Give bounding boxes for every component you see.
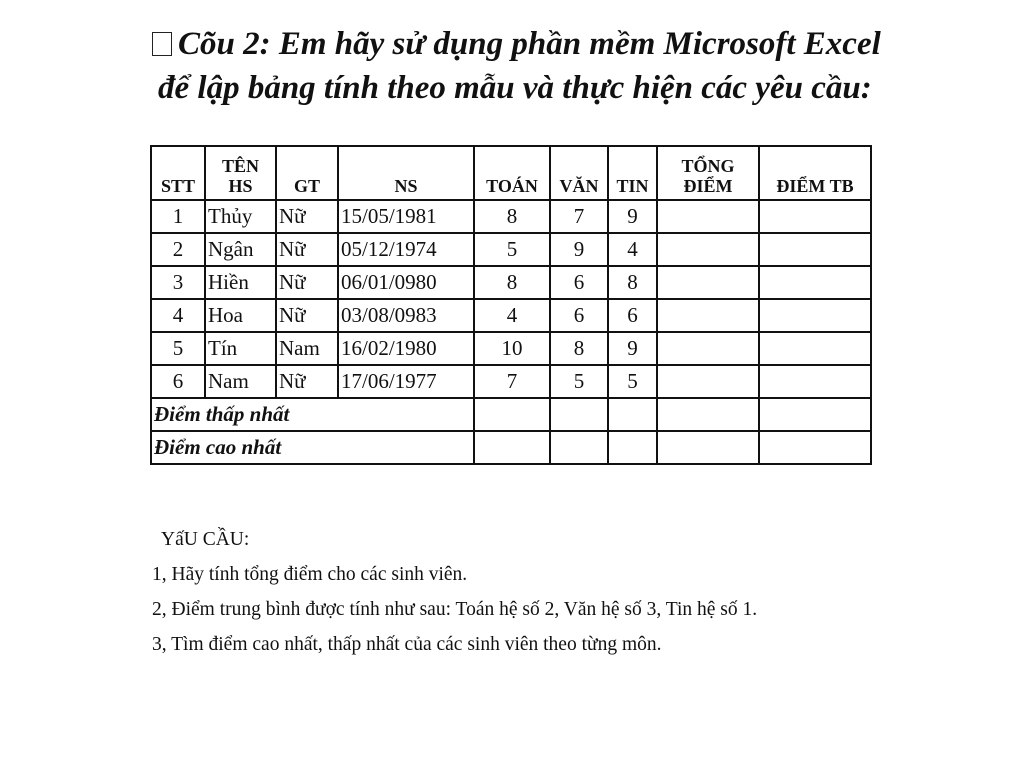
cell-min-van — [550, 398, 608, 431]
header-ns: NS — [338, 146, 474, 200]
cell-tong-diem — [657, 365, 759, 398]
cell-tin: 9 — [608, 332, 657, 365]
table-row — [151, 365, 871, 398]
cell-min-tong — [657, 398, 759, 431]
cell-tin: 9 — [608, 200, 657, 233]
requirement-item: 2, Điểm trung bình được tính như sau: Toán hệ số 2, Văn hệ số 3, Tin hệ số 1. — [152, 599, 758, 620]
cell-van: 9 — [550, 233, 608, 266]
header-diem-tb: ĐIỂM TB — [759, 146, 871, 200]
cell-diem-tb — [759, 332, 871, 365]
cell-ns: 05/12/1974 — [338, 233, 474, 266]
header-tong-diem-line1: TỔNG — [681, 156, 735, 176]
cell-tong-diem — [657, 332, 759, 365]
title-line-1-text: Cõu 2: Em hãy sử dụng phần mềm Microsoft Excel — [178, 26, 881, 62]
question-title — [152, 22, 992, 110]
requirement-item: 3, Tìm điểm cao nhất, thấp nhất của các sinh viên theo từng môn. — [152, 634, 662, 655]
cell-gt: Nữ — [276, 365, 338, 398]
summary-max-label: Điểm cao nhất — [151, 431, 474, 464]
table-row — [151, 233, 871, 266]
cell-max-tong — [657, 431, 759, 464]
cell-min-toan — [474, 398, 550, 431]
table-row — [151, 299, 871, 332]
header-tong-diem-line2: ĐIỂM — [683, 176, 733, 196]
cell-van: 7 — [550, 200, 608, 233]
requirements-section — [152, 522, 982, 662]
cell-diem-tb — [759, 365, 871, 398]
cell-van: 8 — [550, 332, 608, 365]
header-tin: TIN — [608, 146, 657, 200]
cell-gt: Nữ — [276, 266, 338, 299]
cell-ten: Hiền — [205, 266, 276, 299]
cell-stt: 2 — [151, 233, 205, 266]
cell-max-tin — [608, 431, 657, 464]
header-ten-hs-line2: HS — [228, 176, 253, 196]
cell-ns: 16/02/1980 — [338, 332, 474, 365]
cell-gt: Nữ — [276, 233, 338, 266]
table-row — [151, 266, 871, 299]
cell-tong-diem — [657, 200, 759, 233]
cell-ns: 15/05/1981 — [338, 200, 474, 233]
header-stt: STT — [151, 146, 205, 200]
checkbox-placeholder-icon — [152, 32, 172, 56]
cell-min-tb — [759, 398, 871, 431]
cell-ns: 06/01/0980 — [338, 266, 474, 299]
cell-toan: 7 — [474, 365, 550, 398]
cell-ns: 03/08/0983 — [338, 299, 474, 332]
student-grade-table — [150, 145, 872, 465]
cell-gt: Nam — [276, 332, 338, 365]
cell-diem-tb — [759, 200, 871, 233]
cell-stt: 5 — [151, 332, 205, 365]
header-ten-hs-line1: TÊN — [221, 156, 259, 176]
cell-tong-diem — [657, 299, 759, 332]
cell-stt: 3 — [151, 266, 205, 299]
cell-ns: 17/06/1977 — [338, 365, 474, 398]
cell-gt: Nữ — [276, 299, 338, 332]
cell-stt: 4 — [151, 299, 205, 332]
cell-ten: Tín — [205, 332, 276, 365]
cell-ten: Nam — [205, 365, 276, 398]
cell-toan: 10 — [474, 332, 550, 365]
cell-gt: Nữ — [276, 200, 338, 233]
requirement-item: 1, Hãy tính tổng điểm cho các sinh viên. — [152, 564, 468, 585]
cell-toan: 5 — [474, 233, 550, 266]
cell-diem-tb — [759, 299, 871, 332]
title-line-2: để lập bảng tính theo mẫu và thực hiện các yêu cầu: — [158, 70, 872, 106]
table-row — [151, 200, 871, 233]
cell-stt: 6 — [151, 365, 205, 398]
cell-toan: 8 — [474, 200, 550, 233]
summary-row-max — [151, 431, 871, 464]
cell-van: 5 — [550, 365, 608, 398]
cell-tong-diem — [657, 266, 759, 299]
cell-min-tin — [608, 398, 657, 431]
header-tong-diem — [657, 146, 759, 200]
cell-tin: 5 — [608, 365, 657, 398]
cell-tong-diem — [657, 233, 759, 266]
cell-ten: Hoa — [205, 299, 276, 332]
table-row — [151, 332, 871, 365]
cell-van: 6 — [550, 266, 608, 299]
cell-max-toan — [474, 431, 550, 464]
summary-min-label: Điểm thấp nhất — [151, 398, 474, 431]
title-line-1 — [152, 22, 992, 66]
cell-van: 6 — [550, 299, 608, 332]
cell-ten: Ngân — [205, 233, 276, 266]
cell-diem-tb — [759, 266, 871, 299]
cell-max-tb — [759, 431, 871, 464]
cell-diem-tb — [759, 233, 871, 266]
cell-tin: 8 — [608, 266, 657, 299]
header-ten-hs — [205, 146, 276, 200]
cell-stt: 1 — [151, 200, 205, 233]
cell-toan: 4 — [474, 299, 550, 332]
summary-row-min — [151, 398, 871, 431]
cell-max-van — [550, 431, 608, 464]
table-header-row — [151, 146, 871, 200]
cell-ten: Thủy — [205, 200, 276, 233]
cell-tin: 6 — [608, 299, 657, 332]
header-van: VĂN — [550, 146, 608, 200]
header-gt: GT — [276, 146, 338, 200]
cell-tin: 4 — [608, 233, 657, 266]
cell-toan: 8 — [474, 266, 550, 299]
requirements-heading: YấU CẦU: — [161, 529, 250, 550]
header-toan: TOÁN — [474, 146, 550, 200]
